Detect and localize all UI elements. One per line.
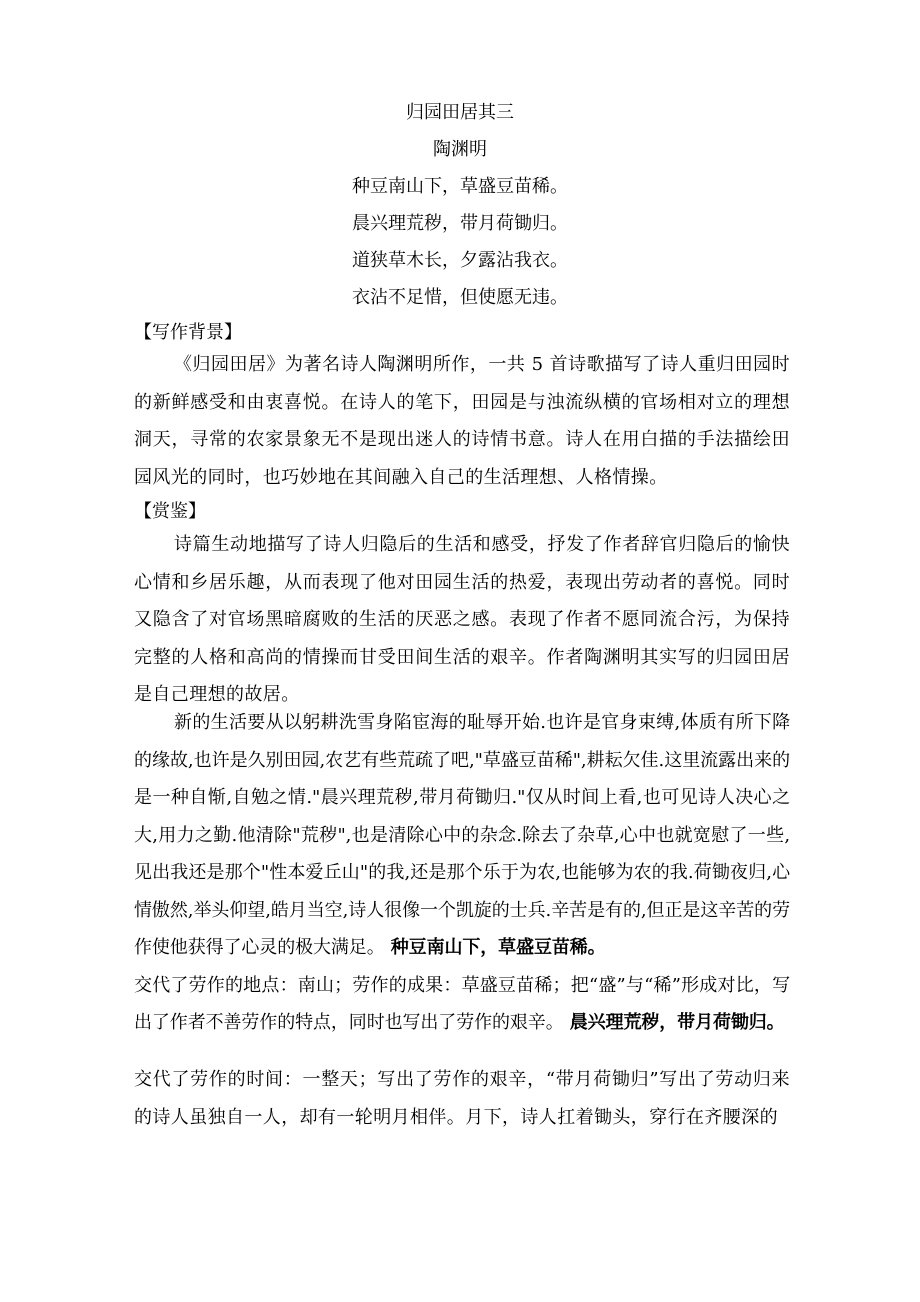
poem-line: 晨兴理荒秽，带月荷锄归。 [352,213,568,234]
appreciation-paragraph-2 [134,704,790,1042]
appreciation-paragraph-3: 交代了劳作的时间：一整天；写出了劳作的艰辛，“带月荷锄归”写出了劳动归来的诗人虽独自一人，却有一轮明月相伴。月下，诗人扛着锄头，穿行在齐腰深的 [134,1069,790,1128]
poem-title: 归园田居其三 [406,102,514,123]
poem-line: 道狭草木长，夕露沾我衣。 [352,250,568,271]
background-heading: 【写作背景】 [134,322,242,343]
paragraph-text: 交代了劳作的地点：南山；劳作的成果：草盛豆苗稀；把“盛”与“稀”形成对比，写出了作者不善劳作的特点，同时也写出了劳作的艰辛。 [134,974,790,1033]
quoted-verse-bold: 种豆南山下，草盛豆苗稀。 [384,937,606,958]
poem-line: 种豆南山下，草盛豆苗稀。 [352,176,568,197]
quoted-verse-bold: 晨兴理荒秽，带月荷锄归。 [563,1012,785,1033]
appreciation-paragraph-1: 诗篇生动地描写了诗人归隐后的生活和感受，抒发了作者辞官归隐后的愉快心情和乡居乐趣，从而表现了他对田园生活的热爱，表现出劳动者的喜悦。同时又隐含了对官场黑暗腐败的生活的厌恶之感。表现了作者不愿同流合污，为保持完整的人格和高尚的情操而甘受田间生活的艰辛。作者陶渊明其实写的归园田居是自己理想的故居。 [134,534,790,705]
appreciation-heading: 【赏鉴】 [134,501,206,522]
paragraph-text: 新的生活要从以躬耕洗雪身陷宦海的耻辱开始.也许是官身束缚,体质有所下降的缘故,也许是久别田园,农艺有些荒疏了吧,"草盛豆苗稀",耕耘欠佳.这里流露出来的是一种自惭,自勉之情."晨兴理荒秽,带月荷锄归."仅从时间上看,也可见诗人决心之大,用力之勤.他清除"荒秽",也是清除心中的杂念.除去了杂草,心中也就宽慰了一些,见出我还是那个"性本爱丘山"的我,还是那个乐于为农,也能够为农的我.荷锄夜归,心情傲然,举头仰望,皓月当空,诗人很像一个凯旋的士兵.辛苦是有的,但正是这辛苦的劳作使他获得了心灵的极大满足。 [134,712,790,958]
poem-line: 衣沾不足惜，但使愿无违。 [352,287,568,308]
poem-author: 陶渊明 [433,139,487,160]
background-paragraph: 《归园田居》为著名诗人陶渊明所作，一共 5 首诗歌描写了诗人重归田园时的新鲜感受和由衷喜悦。在诗人的笔下，田园是与浊流纵横的官场相对立的理想洞天，寻常的农家景象无不是现出迷人的诗情书意。诗人在用白描的手法描绘田园风光的同时，也巧妙地在其间融入自己的生活理想、人格情操。 [134,354,790,488]
